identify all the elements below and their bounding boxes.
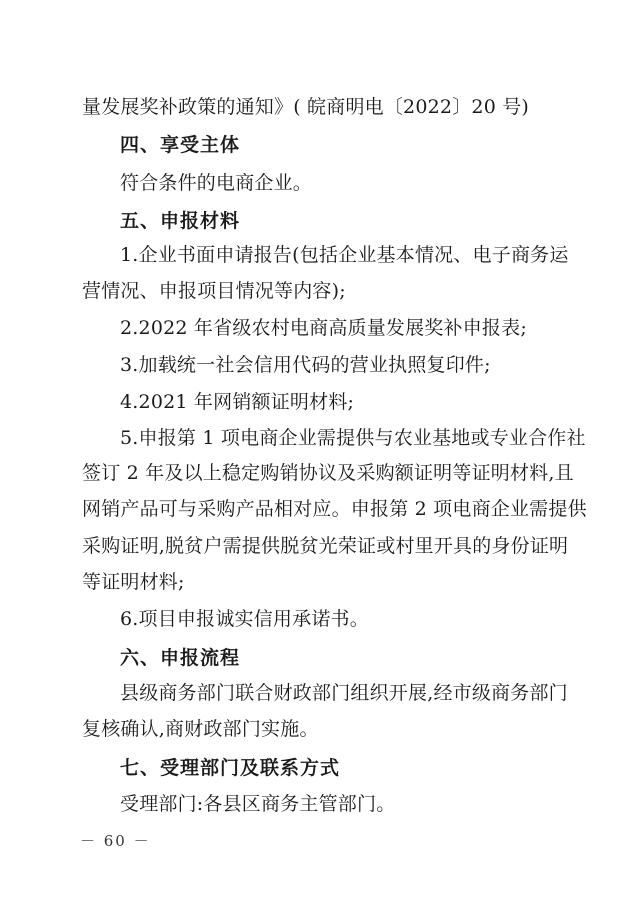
text-line: 6.项目申报诚实信用承诺书。 <box>120 608 369 630</box>
section-heading: 五、申报材料 <box>120 210 241 232</box>
section-heading: 四、享受主体 <box>120 134 241 156</box>
page-number: － 60 － <box>80 832 151 850</box>
text-line: 量发展奖补政策的通知》( 皖商明电〔2022〕20 号) <box>82 96 530 118</box>
text-line: 县级商务部门联合财政部门组织开展,经市级商务部门 <box>120 682 568 704</box>
text-line: 5.申报第 1 项电商企业需提供与农业基地或专业合作社 <box>120 427 586 449</box>
text-line: 4.2021 年网销额证明材料; <box>120 391 355 413</box>
text-line: 符合条件的电商企业。 <box>120 172 313 194</box>
text-line: 1.企业书面申请报告(包括企业基本情况、电子商务运 <box>120 244 569 266</box>
text-line: 等证明材料; <box>82 571 185 593</box>
section-heading: 七、受理部门及联系方式 <box>120 757 341 779</box>
text-line: 复核确认,商财政部门实施。 <box>82 718 319 740</box>
text-line: 营情况、申报项目情况等内容); <box>82 280 346 302</box>
text-line: 采购证明,脱贫户需提供脱贫光荣证或村里开具的身份证明 <box>82 535 569 557</box>
text-line: 网销产品可与采购产品相对应。申报第 2 项电商企业需提供 <box>82 498 587 520</box>
text-line: 受理部门:各县区商务主管部门。 <box>120 793 396 815</box>
text-line: 签订 2 年及以上稳定购销协议及采购额证明等证明材料,且 <box>82 462 574 484</box>
text-line: 3.加载统一社会信用代码的营业执照复印件; <box>120 354 491 376</box>
section-heading: 六、申报流程 <box>120 647 241 669</box>
text-line: 2.2022 年省级农村电商高质量发展奖补申报表; <box>120 317 527 339</box>
